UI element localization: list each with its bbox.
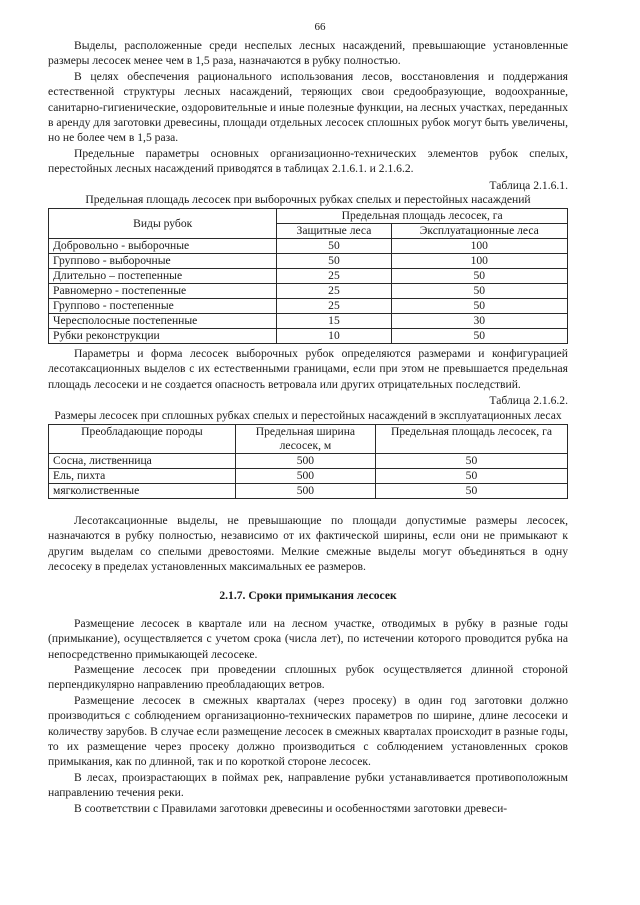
table-caption: Предельная площадь лесосек при выборочных рубках спелых и перестойных насаждений <box>85 193 531 207</box>
table-cell: Группово - постепенные <box>49 299 277 314</box>
table-cutting-area-selective <box>48 208 568 344</box>
table-cell: Чересполосные постепенные <box>49 314 277 329</box>
paragraph: Параметры и форма лесосек выборочных рубок определяются размерами и конфигурацией лесотаксационных выделов с их естественными границами, если при этом не превышается предельная площадь лесосеки и не создается опасность ветровала или других отрицательных последствий. <box>48 347 568 391</box>
paragraph: Размещение лесосек в смежных кварталах (через просеку) в один год заготовки должно производиться с соблюдением организационно-технических параметров по ширине, длине лесосеки и количеству зарубов. В случае если размещение лесосек в смежных кварталах происходит в разные годы, то их размещение через просеку должно производиться с соблюдением установленных сроков примыкания, как по длинной, так и по короткой стороне лесосек. <box>48 693 568 769</box>
table-header-cell: Предельная площадь лесосек, га <box>375 424 567 453</box>
table-header-cell: Предельная ширина лесосек, м <box>235 424 375 453</box>
table-number: Таблица 2.1.6.1. <box>489 178 568 192</box>
table-cell: 15 <box>277 314 391 329</box>
table-cell: 50 <box>375 483 567 498</box>
table-cell: 30 <box>391 314 567 329</box>
table-row <box>49 453 568 468</box>
table-row <box>49 269 568 284</box>
table-cell: 100 <box>391 254 567 269</box>
table-cell: Ель, пихта <box>49 468 236 483</box>
table-cell: 50 <box>375 468 567 483</box>
table-cell: 100 <box>391 239 567 254</box>
table-cell: 25 <box>277 284 391 299</box>
table-cell: 500 <box>235 468 375 483</box>
paragraph: Выделы, расположенные среди неспелых лесных насаждений, превышающие установленные размеры лесосек менее чем в 1,5 раза, назначаются в рубку полностью. <box>48 39 568 68</box>
table-number: Таблица 2.1.6.2. <box>489 394 568 408</box>
table-header-cell: Виды рубок <box>49 209 277 239</box>
table-row <box>49 239 568 254</box>
paragraph: Размещение лесосек в квартале или на лесном участке, отводимых в рубку в разные годы (примыкание), осуществляется с учетом срока (числа лет), по истечении которого проводится рубка на непосредственно примыкающей лесосеке. <box>48 616 568 661</box>
paragraph: Предельные параметры основных организационно-технических элементов рубок спелых, перестойных лесных насаждений приводятся в таблицах 2.1.6.1. и 2.1.6.2. <box>48 146 568 176</box>
table-cell: Группово - выборочные <box>49 254 277 269</box>
table-cell: Длительно – постепенные <box>49 269 277 284</box>
table-cell: Сосна, лиственница <box>49 453 236 468</box>
table-cell: 50 <box>391 269 567 284</box>
table-row <box>49 468 568 483</box>
paragraph: В целях обеспечения рационального использования лесов, восстановления и поддержания естественной структуры лесных насаждений, теряющих свои средообразующие, водоохранные, санитарно-гигиенические, оздоровительные и иные полезные функции, на лесных участках, переданных в аренду для заготовки древесины, площади отдельных лесосек сплошных рубок могут быть увеличены, но не более чем в 1,5 раза. <box>48 69 568 145</box>
table-row <box>49 483 568 498</box>
table-cell: 50 <box>391 329 567 344</box>
table-header-cell: Преобладающие породы <box>49 424 236 453</box>
table-row <box>49 284 568 299</box>
table-cell: 500 <box>235 453 375 468</box>
table-cell: 500 <box>235 483 375 498</box>
section-heading: 2.1.7. Сроки примыкания лесосек <box>219 589 397 603</box>
paragraph: В лесах, произрастающих в поймах рек, направление рубки устанавливается противоположным направлению течения реки. <box>48 770 568 800</box>
table-row <box>49 314 568 329</box>
table-cell: 25 <box>277 269 391 284</box>
document-body <box>48 38 568 816</box>
table-row <box>49 329 568 344</box>
table-header-cell: Предельная площадь лесосек, га <box>277 209 568 224</box>
table-cell: 50 <box>391 299 567 314</box>
table-cell: 50 <box>375 453 567 468</box>
table-header-cell: Эксплуатационные леса <box>391 224 567 239</box>
table-header-cell: Защитные леса <box>277 224 391 239</box>
table-cell: 50 <box>391 284 567 299</box>
table-cell: Добровольно - выборочные <box>49 239 277 254</box>
page-number: 66 <box>314 21 326 33</box>
table-cell: 50 <box>277 254 391 269</box>
paragraph: В соответствии с Правилами заготовки древесины и особенностями заготовки древеси- <box>74 801 508 815</box>
table-cell: 10 <box>277 329 391 344</box>
table-cutting-area-clear <box>48 424 568 499</box>
table-row <box>49 299 568 314</box>
table-cell: мягколиственные <box>49 483 236 498</box>
table-caption: Размеры лесосек при сплошных рубках спелых и перестойных насаждений в эксплуатационных лесах <box>54 408 562 422</box>
paragraph: Лесотаксационные выделы, не превышающие по площади допустимые размеры лесосек, назначаются в рубку полностью, независимо от их фактической ширины, если они не примыкают к другим выделам со спелыми древостоями. Мелкие смежные выделы могут объединяться в одну лесосеку в пределах установленных максимальных ее размеров. <box>48 513 568 573</box>
table-cell: Равномерно - постепенные <box>49 284 277 299</box>
paragraph: Размещение лесосек при проведении сплошных рубок осуществляется длинной стороной перпендикулярно направлению преобладающих ветров. <box>48 662 568 692</box>
table-cell: 50 <box>277 239 391 254</box>
table-cell: Рубки реконструкции <box>49 329 277 344</box>
table-row <box>49 254 568 269</box>
table-cell: 25 <box>277 299 391 314</box>
